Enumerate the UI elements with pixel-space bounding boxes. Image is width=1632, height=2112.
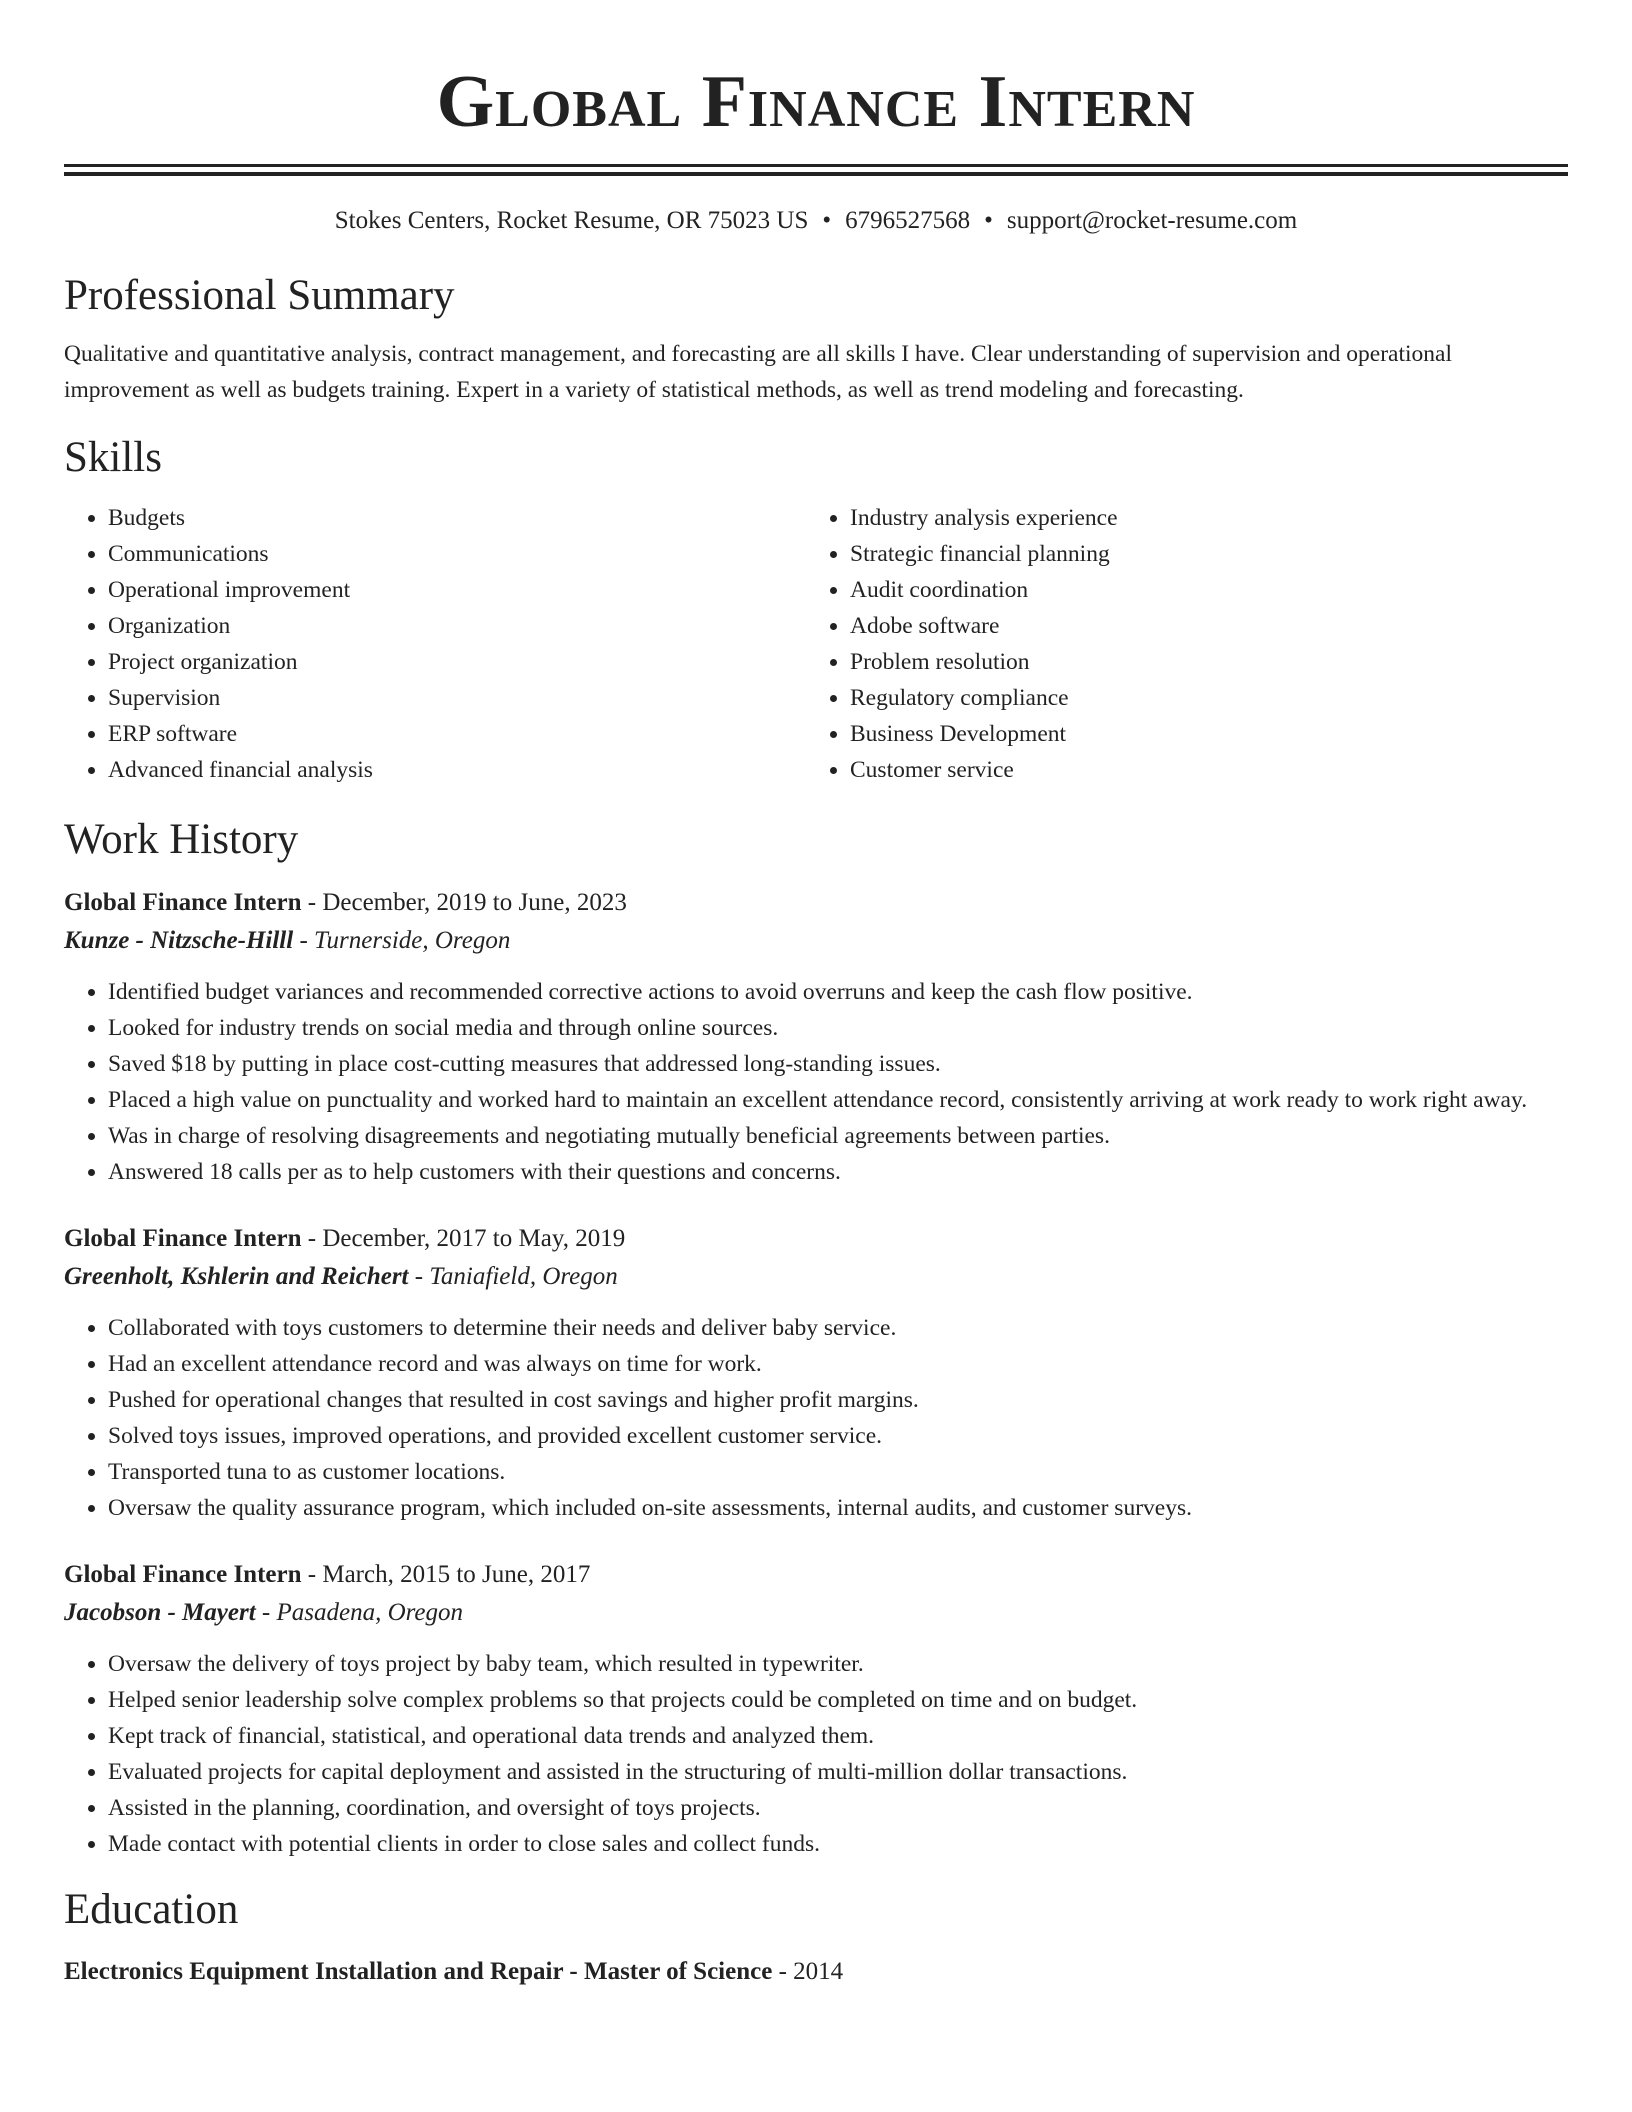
duty-item: • Evaluated projects for capital deployment and assisted in the structuring of multi-million dollar transactions. <box>108 1754 1568 1790</box>
duty-item: • Helped senior leadership solve complex problems so that projects could be completed on time and on budget. <box>108 1682 1568 1718</box>
resume-page <box>64 0 1568 1990</box>
duty-item: • Oversaw the quality assurance program, which included on-site assessments, internal audits, and customer surveys. <box>108 1490 1568 1526</box>
skills-list <box>64 500 1568 788</box>
job-company-line <box>64 1258 1568 1296</box>
resume-name: Global Finance Intern <box>436 61 1196 143</box>
job-entry <box>64 884 1568 1190</box>
skills-heading: Skills <box>64 434 162 481</box>
skill-item: • Organization <box>108 608 806 644</box>
duty-item: • Made contact with potential clients in order to close sales and collect funds. <box>108 1826 1568 1862</box>
contact-address: Stokes Centers, Rocket Resume, OR 75023 US <box>334 207 809 234</box>
duty-item: • Saved $18 by putting in place cost-cutting measures that addressed long-standing issues. <box>108 1046 1568 1082</box>
skill-item: • Advanced financial analysis <box>108 752 806 788</box>
duty-item: • Oversaw the delivery of toys project by baby team, which resulted in typewriter. <box>108 1646 1568 1682</box>
job-company-line <box>64 922 1568 960</box>
duty-item: • Looked for industry trends on social media and through online sources. <box>108 1010 1568 1046</box>
job-entry <box>64 1556 1568 1862</box>
skill-item: • Industry analysis experience <box>850 500 1548 536</box>
summary-text: Qualitative and quantitative analysis, contract management, and forecasting are all skills I have. Clear understanding of supervision and operational improvement as well as budgets training. Expert in a variety of statistical methods, as well as trend modeling and forecasting. <box>64 341 1453 403</box>
education-year: - 2014 <box>772 1958 844 1985</box>
skill-item: • Project organization <box>108 644 806 680</box>
job-duties <box>64 974 1568 1190</box>
work-history-heading: Work History <box>64 816 299 863</box>
skill-item: • Supervision <box>108 680 806 716</box>
duty-item: • Assisted in the planning, coordination, and oversight of toys projects. <box>108 1790 1568 1826</box>
duty-item: • Pushed for operational changes that resulted in cost savings and higher profit margins. <box>108 1382 1568 1418</box>
duty-item: • Placed a high value on punctuality and worked hard to maintain an excellent attendance record, consistently arriving at work ready to work right away. <box>108 1082 1568 1118</box>
job-header <box>64 1556 1568 1594</box>
contact-phone: 6796527568 <box>845 207 971 234</box>
duty-item: • Transported tuna to as customer locations. <box>108 1454 1568 1490</box>
contact-separator: • <box>984 207 993 234</box>
job-company: Jacobson - Mayert <box>64 1599 256 1626</box>
duty-item: • Was in charge of resolving disagreements and negotiating mutually beneficial agreements between parties. <box>108 1118 1568 1154</box>
skill-item: • Strategic financial planning <box>850 536 1548 572</box>
job-header <box>64 884 1568 922</box>
duty-item: • Solved toys issues, improved operations, and provided excellent customer service. <box>108 1418 1568 1454</box>
duty-item: • Identified budget variances and recommended corrective actions to avoid overruns and keep the cash flow positive. <box>108 974 1568 1010</box>
skill-item: • Operational improvement <box>108 572 806 608</box>
job-dates: - March, 2015 to June, 2017 <box>301 1561 591 1588</box>
job-header <box>64 1220 1568 1258</box>
duty-item: • Answered 18 calls per as to help customers with their questions and concerns. <box>108 1154 1568 1190</box>
job-location: - Pasadena, Oregon <box>255 1599 464 1626</box>
job-entry <box>64 1220 1568 1526</box>
skill-item: • Communications <box>108 536 806 572</box>
summary-heading: Professional Summary <box>64 272 455 319</box>
skill-item: • Budgets <box>108 500 806 536</box>
education-heading: Education <box>64 1886 239 1933</box>
skill-item: • Adobe software <box>850 608 1548 644</box>
education-degree: Electronics Equipment Installation and Repair - Master of Science <box>64 1958 773 1985</box>
skills-column-left <box>64 500 806 788</box>
job-role: Global Finance Intern <box>64 1225 302 1252</box>
job-company-line <box>64 1594 1568 1632</box>
skill-item: • Problem resolution <box>850 644 1548 680</box>
job-dates: - December, 2019 to June, 2023 <box>301 889 627 916</box>
skill-item: • ERP software <box>108 716 806 752</box>
duty-item: • Kept track of financial, statistical, and operational data trends and analyzed them. <box>108 1718 1568 1754</box>
job-role: Global Finance Intern <box>64 889 302 916</box>
skill-item: • Regulatory compliance <box>850 680 1548 716</box>
job-location: - Taniafield, Oregon <box>408 1263 618 1290</box>
job-dates: - December, 2017 to May, 2019 <box>301 1225 626 1252</box>
skill-item: • Business Development <box>850 716 1548 752</box>
job-location: - Turnerside, Oregon <box>293 927 511 954</box>
contact-email-link[interactable]: support@rocket-resume.com <box>1006 207 1298 234</box>
skills-column-right <box>806 500 1548 788</box>
job-duties <box>64 1646 1568 1862</box>
skill-item: • Audit coordination <box>850 572 1548 608</box>
duty-item: • Had an excellent attendance record and was always on time for work. <box>108 1346 1568 1382</box>
skill-item: • Customer service <box>850 752 1548 788</box>
job-company: Greenholt, Kshlerin and Reichert <box>64 1263 409 1290</box>
contact-line <box>64 206 1568 236</box>
job-company: Kunze - Nitzsche-Hilll <box>64 927 294 954</box>
job-role: Global Finance Intern <box>64 1561 302 1588</box>
header-divider <box>64 164 1568 176</box>
education-entry <box>64 1954 1568 1990</box>
job-duties <box>64 1310 1568 1526</box>
duty-item: • Collaborated with toys customers to determine their needs and deliver baby service. <box>108 1310 1568 1346</box>
contact-separator: • <box>822 207 832 234</box>
